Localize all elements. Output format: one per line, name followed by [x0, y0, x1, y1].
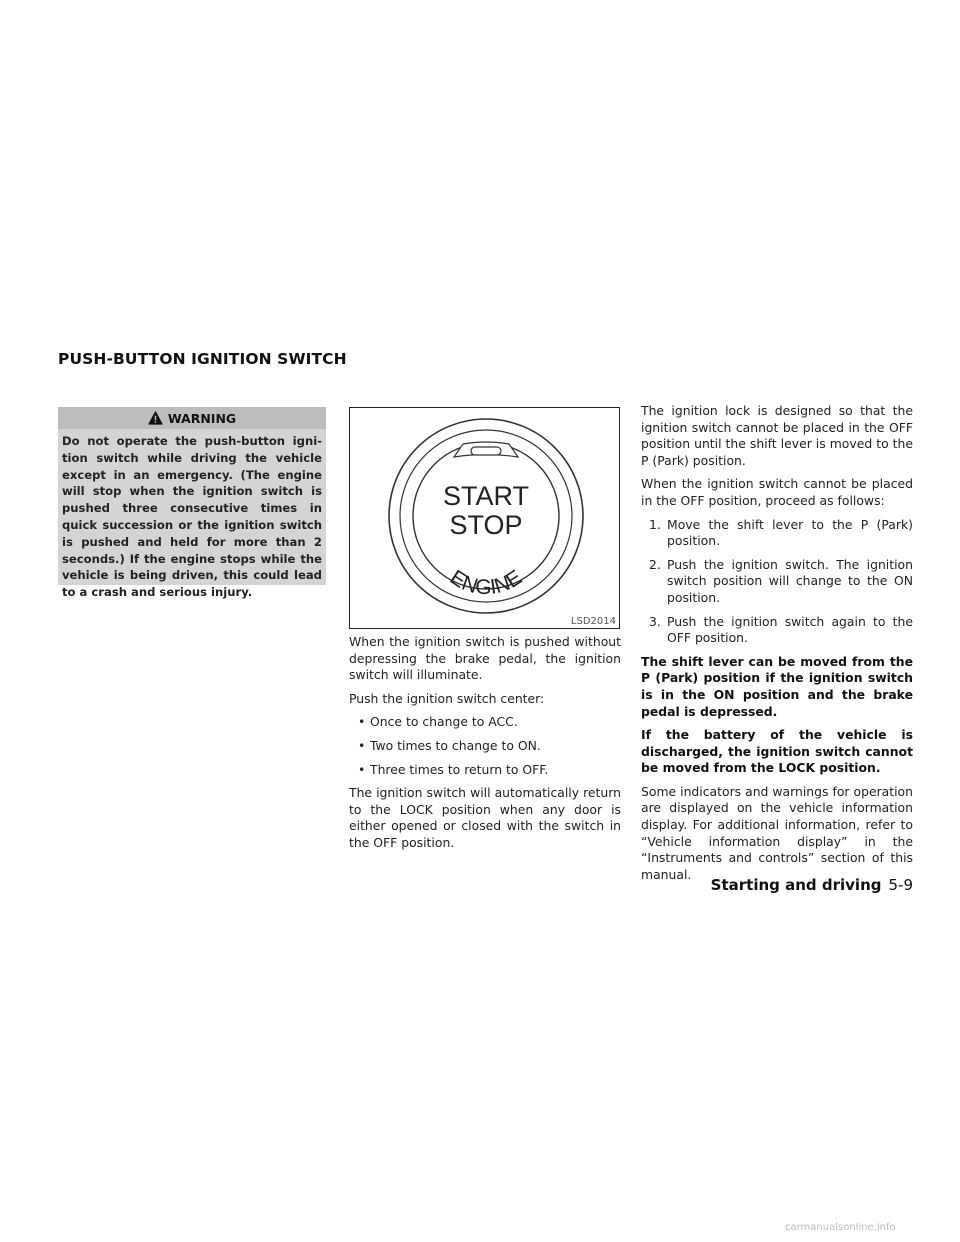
column-middle	[349, 634, 621, 859]
list-item	[641, 557, 913, 607]
page-number: 5-9	[888, 876, 913, 894]
step-number: 3.	[649, 613, 661, 629]
step-text: Push the ignition switch again to the OFF position.	[667, 613, 913, 646]
warning-icon	[148, 411, 163, 425]
paragraph: Push the ignition switch center:	[349, 690, 545, 706]
step-list	[641, 517, 913, 647]
watermark: carmanualsonline.info	[785, 1222, 896, 1233]
section-title: PUSH-BUTTON IGNITION SWITCH	[58, 350, 347, 368]
ignition-button-figure	[349, 407, 620, 629]
bold-note: The shift lever can be moved from the P (Park) position if the ignition switch is in the ON position and the brake pedal is depressed.	[641, 653, 913, 719]
paragraph: When the ignition switch cannot be placed in the OFF position, proceed as follows:	[641, 476, 913, 508]
paragraph: When the ignition switch is pushed without depressing the brake pedal, the ignition switch will illuminate.	[349, 634, 621, 683]
paragraph: The ignition switch will automatically return to the LOCK position when any door is either opened or closed with the switch in the OFF position.	[349, 785, 621, 850]
ignition-button-illustration	[350, 408, 620, 629]
step-number: 1.	[649, 516, 661, 532]
paragraph: The ignition lock is designed so that the ignition switch cannot be placed in the OFF position until the shift lever is moved to the P (Park) position.	[641, 403, 913, 468]
figure-code: LSD2014	[570, 616, 616, 627]
list-item	[641, 517, 913, 550]
stop-label: STOP	[449, 510, 523, 540]
footer-section-name: Starting and driving	[710, 876, 882, 894]
warning-label: WARNING	[167, 410, 237, 426]
list-item	[641, 614, 913, 647]
paragraph: Some indicators and warnings for operation are displayed on the vehicle information display. For additional information, refer to “Vehicle information display” in the “Instruments and controls” section of this manual.	[641, 783, 913, 882]
step-text: Push the ignition switch. The ignition switch position will change to the ON position.	[667, 556, 913, 605]
bold-note: If the battery of the vehicle is discharged, the ignition switch cannot be moved from the LOCK position.	[641, 727, 913, 776]
list-item: • Three times to return to OFF.	[349, 762, 621, 779]
list-item: • Once to change to ACC.	[349, 714, 621, 731]
list-item: • Two times to change to ON.	[349, 738, 621, 755]
warning-header	[58, 407, 326, 429]
engine-arc-label: ENGINE	[445, 565, 527, 600]
page-footer	[711, 876, 913, 894]
step-number: 2.	[649, 556, 661, 572]
step-text: Move the shift lever to the P (Park) position.	[667, 516, 913, 549]
column-right	[641, 403, 913, 890]
start-label: START	[442, 481, 530, 511]
warning-text: Do not operate the push-button ignition switch while driving the vehicle except in an emergency. (The engine will stop when the ignition switch is pushed three consecutive times in quick succession or the ignition switch is pushed and held for more than 2 seconds.) If the engine stops while the vehicle is being driven, this could lead to a crash and serious injury.	[62, 434, 322, 600]
bullet-list	[349, 714, 621, 778]
warning-box	[58, 407, 326, 600]
